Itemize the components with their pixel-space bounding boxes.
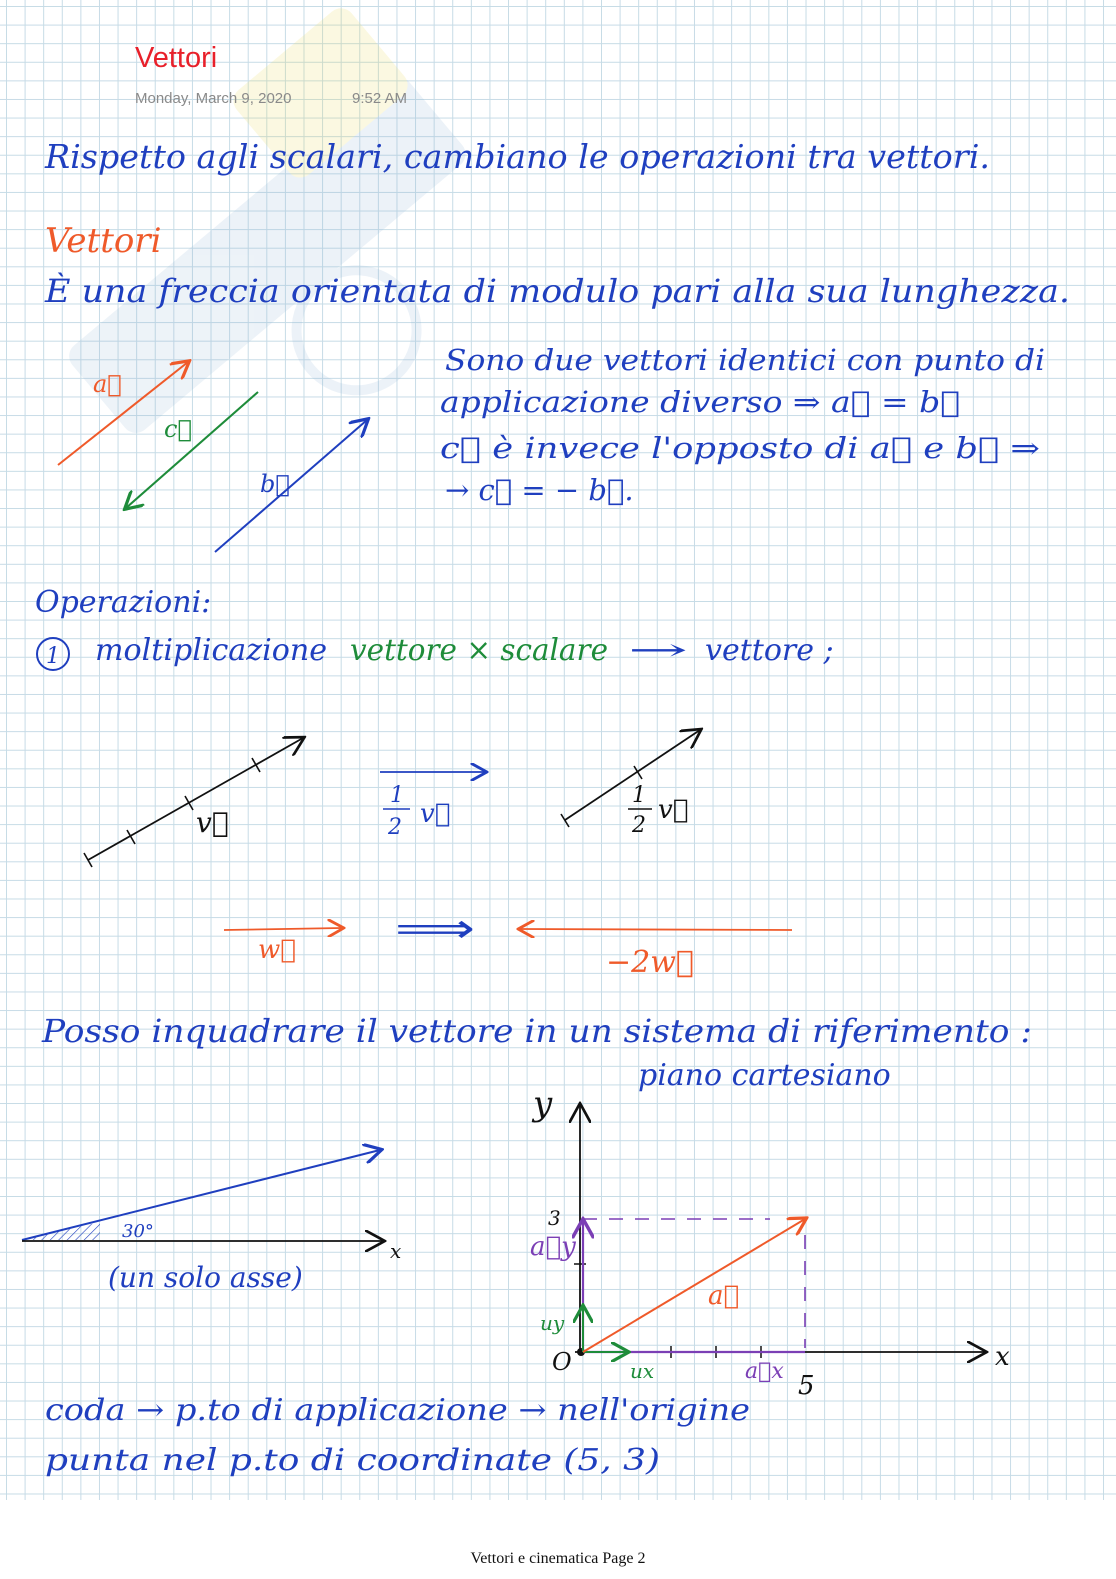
vector-w-arrow xyxy=(224,928,342,930)
intro-line: Rispetto agli scalari, cambiano le operazioni tra vettori. xyxy=(43,137,991,176)
vector-v-tick xyxy=(185,796,193,810)
page-date: Monday, March 9, 2020 xyxy=(135,90,292,107)
page-footer-band xyxy=(0,1500,1116,1579)
unit-uy-label: uy xyxy=(540,1311,565,1335)
op1-number: 1 xyxy=(46,644,60,669)
op1-arrow: → xyxy=(628,633,688,668)
footer-line-1: coda → p.to di applicazione → nell'origine xyxy=(45,1393,750,1428)
half-v-denominator: 2 xyxy=(388,815,402,840)
inclined-vector-arrow xyxy=(22,1150,380,1240)
y-tick-3-label: 3 xyxy=(548,1206,561,1230)
angle-label: 30° xyxy=(122,1221,154,1242)
section-heading-vettori: Vettori xyxy=(45,221,162,261)
vector-minus2w-label: −2w⃗ xyxy=(606,945,694,980)
x-axis-label: x xyxy=(995,1342,1010,1372)
vector-minus2w-arrow xyxy=(520,929,792,930)
op1-text-after: vettore ; xyxy=(705,633,834,668)
frame-text-line-2: piano cartesiano xyxy=(638,1058,891,1093)
explanation-line-3: c⃗ è invece l'opposto di a⃗ e b⃗ ⇒ xyxy=(440,431,1040,465)
vector-w-label: w⃗ xyxy=(258,935,296,965)
unit-ux-label: ux xyxy=(630,1359,655,1383)
footer-line-2: punta nel p.to di coordinate (5, 3) xyxy=(45,1443,660,1478)
vector-v-label: v⃗ xyxy=(196,806,229,839)
vector-v-arrow xyxy=(88,738,303,860)
vector-b-arrow xyxy=(215,420,367,552)
op1-text-green: vettore × scalare xyxy=(350,633,608,668)
half-v-label: v⃗ xyxy=(420,799,451,829)
operazioni-heading: Operazioni: xyxy=(35,585,212,620)
definition-line: È una freccia orientata di modulo pari alla sua lunghezza. xyxy=(43,272,1070,310)
vector-a-cartesian xyxy=(583,1219,805,1352)
vector-ax-label: a⃗x xyxy=(745,1359,784,1384)
explanation-line-1: Sono due vettori identici con punto di xyxy=(445,343,1045,377)
vector-b-label: b⃗ xyxy=(260,470,290,498)
half-v-diag-numerator: 1 xyxy=(632,783,646,808)
explanation-line-4: → c⃗ = − b⃗. xyxy=(445,473,634,507)
vector-v-tick xyxy=(252,758,260,772)
x-tick-5-label: 5 xyxy=(798,1371,815,1401)
vector-c-label: c⃗ xyxy=(164,415,192,443)
explanation-line-2: applicazione diverso ⇒ a⃗ = b⃗ xyxy=(440,385,960,419)
vector-v-tick xyxy=(84,853,92,867)
single-axis-x-label: x xyxy=(390,1239,402,1263)
y-axis-label: y xyxy=(533,1084,553,1124)
half-v-numerator: 1 xyxy=(390,783,404,808)
op1-text-before: moltiplicazione xyxy=(95,633,327,668)
vector-a-label: a⃗ xyxy=(93,370,122,398)
implies-symbol: ⟹ xyxy=(395,906,475,952)
page-time: 9:52 AM xyxy=(352,90,408,107)
one-axis-caption: (un solo asse) xyxy=(108,1261,303,1294)
page-footer-label: Vettori e cinematica Page 2 xyxy=(470,1550,646,1567)
frame-text-line: Posso inquadrare il vettore in un sistema di riferimento : xyxy=(40,1012,1032,1050)
origin-label: O xyxy=(552,1348,572,1376)
vector-a-cartesian-label: a⃗ xyxy=(708,1281,740,1311)
half-v-diag-label: v⃗ xyxy=(658,795,689,825)
page-title: Vettori xyxy=(135,42,218,74)
half-v-diagonal-tick xyxy=(561,814,569,827)
half-v-diag-denominator: 2 xyxy=(632,813,646,838)
vector-ay-label: a⃗y xyxy=(530,1232,576,1262)
